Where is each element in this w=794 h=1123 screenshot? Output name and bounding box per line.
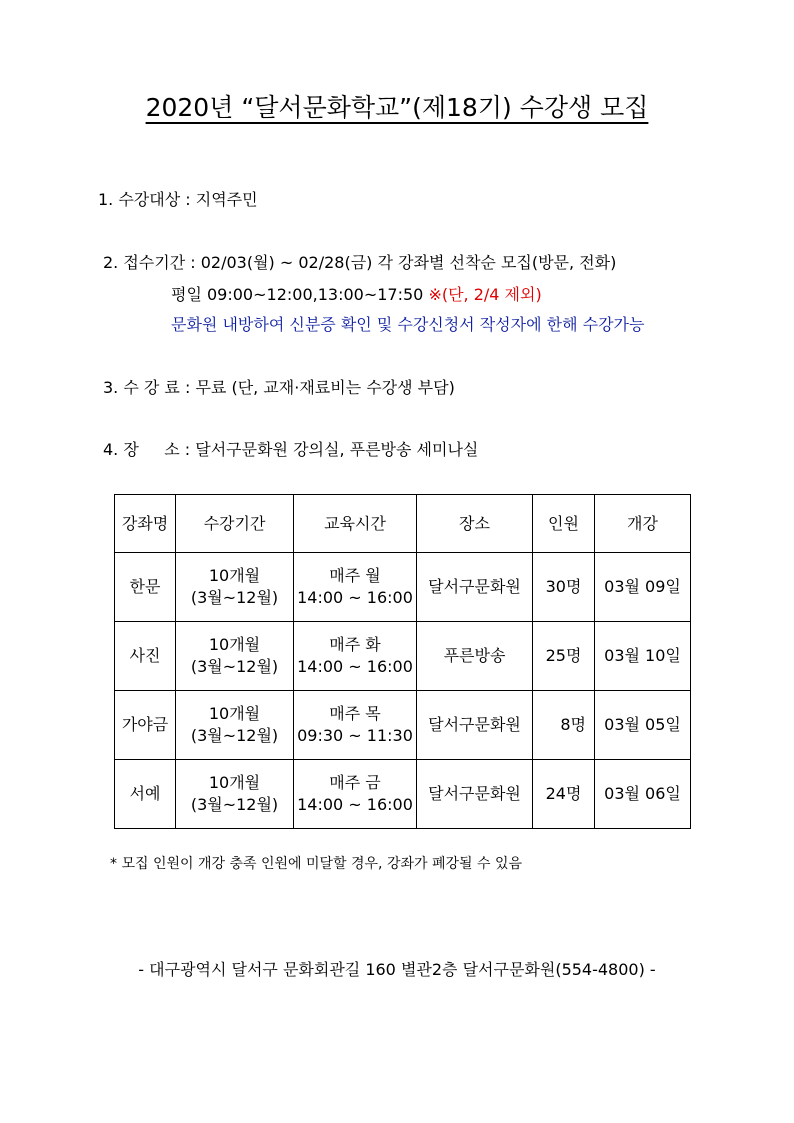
course-time	[294, 691, 417, 760]
time-day: 매주 금	[329, 773, 381, 792]
item-hours-note: ※(단, 2/4 제외)	[428, 285, 542, 304]
item-period: 2. 접수기간 : 02/03(월) ~ 02/28(금) 각 강좌별 선착순 모집(방문, 전화)	[103, 253, 617, 272]
time-day: 매주 월	[329, 566, 381, 585]
course-start: 03월 09일	[595, 553, 691, 622]
course-count: 24명	[533, 760, 595, 829]
period-months: 10개월	[208, 773, 261, 792]
course-name: 한문	[115, 553, 176, 622]
item-visit-note: 문화원 내방하여 신분증 확인 및 수강신청서 작성자에 한해 수강가능	[171, 315, 645, 334]
time-day: 매주 화	[329, 635, 381, 654]
course-time	[294, 760, 417, 829]
item-target: 1. 수강대상 : 지역주민	[98, 190, 258, 209]
period-months: 10개월	[208, 635, 261, 654]
item-hours: 평일 09:00~12:00,13:00~17:50	[171, 285, 424, 304]
header-start: 개강	[595, 495, 691, 553]
course-period	[176, 553, 294, 622]
period-months: 10개월	[208, 704, 261, 723]
header-time: 교육시간	[294, 495, 417, 553]
course-start: 03월 06일	[595, 760, 691, 829]
course-start: 03월 10일	[595, 622, 691, 691]
course-place: 푸른방송	[417, 622, 533, 691]
course-count: 8명	[533, 691, 595, 760]
footer-address: - 대구광역시 달서구 문화회관길 160 별관2층 달서구문화원(554-4800) -	[138, 960, 656, 979]
course-name: 가야금	[115, 691, 176, 760]
header-place: 장소	[417, 495, 533, 553]
course-name: 사진	[115, 622, 176, 691]
course-count: 30명	[533, 553, 595, 622]
period-months: 10개월	[208, 566, 261, 585]
table-row	[115, 622, 691, 691]
header-count: 인원	[533, 495, 595, 553]
course-period	[176, 622, 294, 691]
course-time	[294, 553, 417, 622]
period-range: (3월~12월)	[190, 657, 279, 676]
item-place: 4. 장 소 : 달서구문화원 강의실, 푸른방송 세미나실	[103, 440, 479, 459]
course-name: 서예	[115, 760, 176, 829]
course-place: 달서구문화원	[417, 691, 533, 760]
table-row	[115, 553, 691, 622]
table-row	[115, 760, 691, 829]
course-count: 25명	[533, 622, 595, 691]
closing-note: * 모집 인원이 개강 충족 인원에 미달할 경우, 강좌가 폐강될 수 있음	[110, 856, 523, 872]
title-text: 2020년 “달서문화학교”(제18기) 수강생 모집	[145, 93, 649, 122]
time-range: 14:00 ~ 16:00	[297, 657, 413, 676]
table-row	[115, 691, 691, 760]
header-period: 수강기간	[176, 495, 294, 553]
time-range: 09:30 ~ 11:30	[297, 726, 413, 745]
period-range: (3월~12월)	[190, 726, 279, 745]
course-place: 달서구문화원	[417, 760, 533, 829]
table-header-row	[115, 495, 691, 553]
course-place: 달서구문화원	[417, 553, 533, 622]
period-range: (3월~12월)	[190, 795, 279, 814]
header-course: 강좌명	[115, 495, 176, 553]
course-time	[294, 622, 417, 691]
course-period	[176, 760, 294, 829]
item-hours-line	[171, 282, 542, 305]
period-range: (3월~12월)	[190, 588, 279, 607]
page-title	[0, 88, 794, 124]
time-range: 14:00 ~ 16:00	[297, 795, 413, 814]
schedule-table	[114, 494, 691, 829]
time-day: 매주 목	[329, 704, 381, 723]
course-start: 03월 05일	[595, 691, 691, 760]
time-range: 14:00 ~ 16:00	[297, 588, 413, 607]
course-period	[176, 691, 294, 760]
item-fee: 3. 수 강 료 : 무료 (단, 교재·재료비는 수강생 부담)	[103, 378, 455, 397]
